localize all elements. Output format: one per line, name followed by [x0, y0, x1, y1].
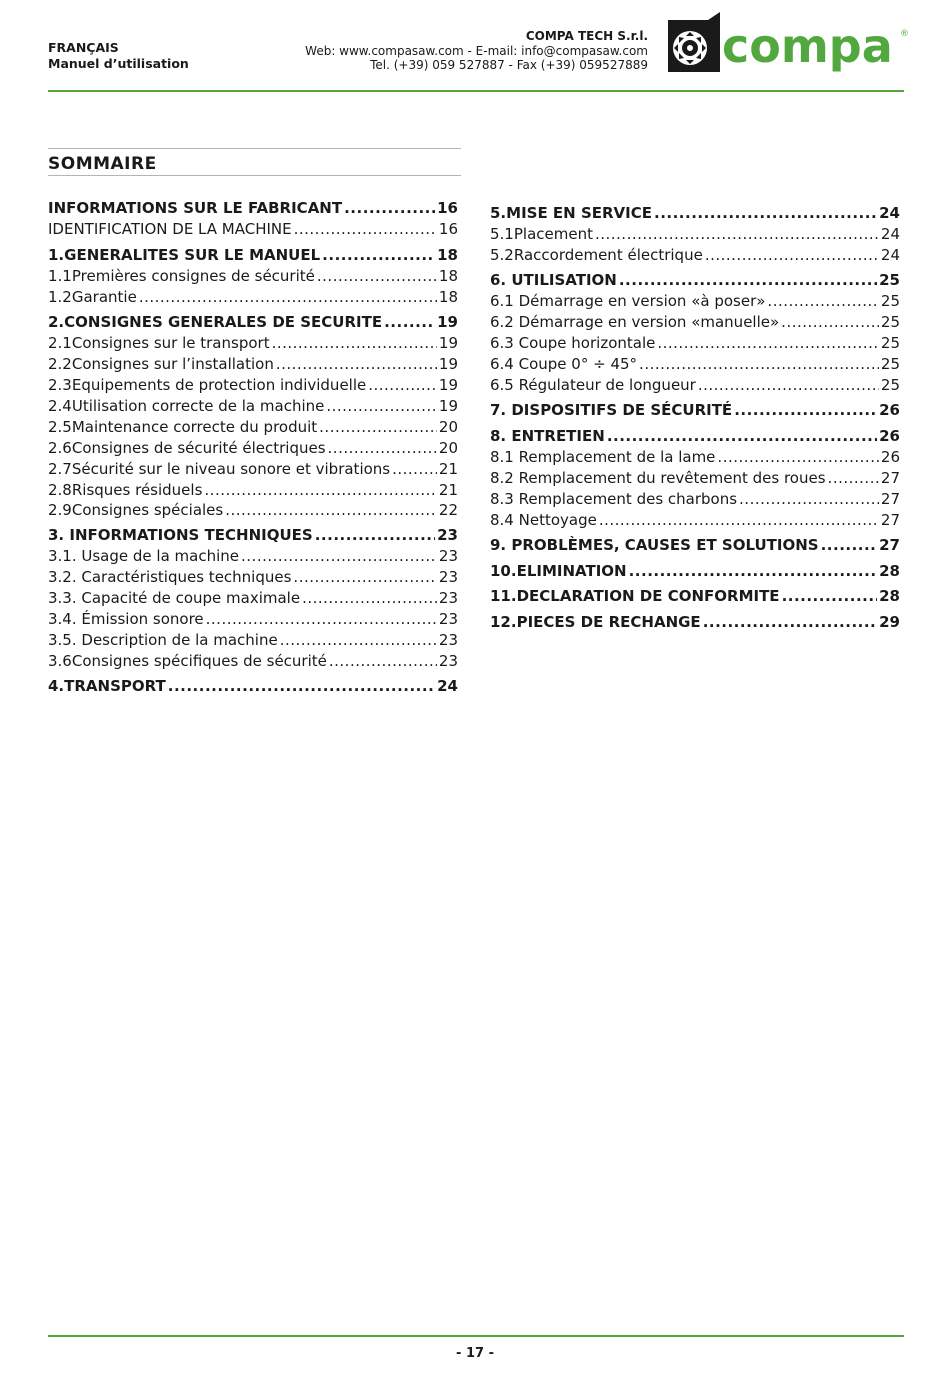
toc-leader-dots: [302, 589, 437, 607]
toc-entry-title: Risques résiduels: [71, 481, 203, 499]
toc-entry-title: CONSIGNES GENERALES DE SECURITE: [64, 313, 383, 331]
toc-entry-title: Consignes spécifiques de sécurité: [71, 652, 327, 670]
toc-entry[interactable]: [490, 246, 900, 266]
toc-leader-dots: [734, 401, 877, 419]
toc-entry-page: 21: [438, 460, 458, 478]
header-divider: [48, 90, 904, 92]
toc-entry[interactable]: [48, 589, 458, 609]
toc-entry-number: 2.8: [48, 481, 72, 499]
toc-leader-dots: [717, 448, 878, 466]
toc-entry-title: 6.5 Régulateur de longueur: [490, 376, 696, 394]
toc-entry-page: 25: [880, 334, 900, 352]
toc-leader-dots: [607, 427, 877, 445]
toc-entry-page: 23: [438, 589, 458, 607]
toc-entry[interactable]: [490, 334, 900, 354]
toc-entry-number: 1.2: [48, 288, 72, 306]
toc-entry[interactable]: [490, 204, 900, 224]
toc-leader-dots: [392, 460, 437, 478]
toc-entry[interactable]: [490, 271, 900, 291]
toc-entry-title: 3.1. Usage de la machine: [48, 547, 240, 565]
toc-entry-number: 12.: [490, 613, 517, 631]
toc-entry[interactable]: [490, 225, 900, 245]
toc-entry-page: 28: [879, 587, 900, 605]
toc-entry-page: 24: [880, 246, 900, 264]
toc-entry-title: 6. UTILISATION: [490, 271, 617, 289]
toc-leader-dots: [293, 568, 436, 586]
toc-leader-dots: [828, 469, 879, 487]
toc-entry[interactable]: [48, 199, 458, 219]
toc-entry-title: 8.1 Remplacement de la lame: [490, 448, 716, 466]
toc-entry-title: 6.3 Coupe horizontale: [490, 334, 656, 352]
toc-entry-page: 16: [437, 199, 458, 217]
toc-entry-page: 23: [438, 568, 458, 586]
toc-entry-title: Raccordement électrique: [513, 246, 703, 264]
company-phone-fax: Tel. (+39) 059 527887 - Fax (+39) 059527889: [370, 58, 648, 72]
toc-entry[interactable]: [48, 439, 458, 459]
toc-leader-dots: [322, 246, 435, 264]
toc-entry-number: 2.7: [48, 460, 72, 478]
toc-leader-dots: [344, 199, 435, 217]
toc-entry[interactable]: [490, 448, 900, 468]
toc-entry-title: 7. DISPOSITIFS DE SÉCURITÉ: [490, 401, 733, 419]
toc-leader-dots: [139, 288, 437, 306]
toc-entry-title: Consignes sur l’installation: [71, 355, 274, 373]
toc-entry-number: 2.4: [48, 397, 72, 415]
toc-entry[interactable]: [48, 501, 458, 521]
toc-entry-number: 10.: [490, 562, 517, 580]
toc-entry[interactable]: [490, 562, 900, 582]
toc-entry-page: 23: [438, 631, 458, 649]
toc-entry-number: 3.6: [48, 652, 72, 670]
toc-leader-dots: [328, 439, 437, 457]
toc-entry-page: 20: [438, 418, 458, 436]
toc-entry[interactable]: [490, 401, 900, 421]
toc-entry-title: Placement: [513, 225, 593, 243]
toc-entry[interactable]: [490, 469, 900, 489]
toc-entry-number: 5.1: [490, 225, 514, 243]
toc-entry-page: 23: [438, 547, 458, 565]
page-number: - 17 -: [456, 1346, 494, 1361]
toc-entry[interactable]: [48, 220, 458, 240]
toc-entry-title: Utilisation correcte de la machine: [71, 397, 325, 415]
toc-entry-page: 16: [438, 220, 458, 238]
toc-entry[interactable]: [48, 526, 458, 546]
toc-leader-dots: [241, 547, 437, 565]
toc-leader-dots: [782, 587, 878, 605]
toc-leader-dots: [703, 613, 877, 631]
toc-entry-page: 25: [880, 292, 900, 310]
toc-leader-dots: [639, 355, 879, 373]
header-left: [48, 40, 189, 72]
toc-entry-title: DECLARATION DE CONFORMITE: [516, 587, 780, 605]
toc-entry-page: 18: [438, 288, 458, 306]
toc-entry-page: 27: [880, 490, 900, 508]
toc-leader-dots: [821, 536, 878, 554]
toc-entry-page: 24: [880, 225, 900, 243]
toc-entry[interactable]: [490, 427, 900, 447]
toc-entry-page: 25: [880, 376, 900, 394]
toc-leader-dots: [705, 246, 879, 264]
toc-entry-page: 23: [438, 610, 458, 628]
toc-entry[interactable]: [48, 677, 458, 697]
toc-entry-title: Consignes de sécurité électriques: [71, 439, 326, 457]
toc-leader-dots: [698, 376, 879, 394]
toc-entry-page: 27: [879, 536, 900, 554]
toc-entry-title: MISE EN SERVICE: [506, 204, 652, 222]
toc-entry[interactable]: [48, 313, 458, 333]
toc-entry-page: 21: [438, 481, 458, 499]
toc-entry-page: 22: [438, 501, 458, 519]
toc-entry[interactable]: [48, 631, 458, 651]
toc-entry-title: ELIMINATION: [516, 562, 627, 580]
toc-entry-page: 19: [437, 313, 458, 331]
toc-entry-number: 5.: [490, 204, 507, 222]
toc-entry-title: 6.1 Démarrage en version «à poser»: [490, 292, 766, 310]
toc-entry-page: 25: [880, 313, 900, 331]
toc-entry[interactable]: [48, 288, 458, 308]
toc-entry-title: TRANSPORT: [64, 677, 166, 695]
toc-entry[interactable]: [48, 246, 458, 266]
toc-entry-title: Maintenance correcte du produit: [71, 418, 318, 436]
toc-entry-page: 25: [880, 355, 900, 373]
toc-entry-title: 6.2 Démarrage en version «manuelle»: [490, 313, 780, 331]
toc-entry[interactable]: [48, 481, 458, 501]
toc-entry-title: 3.4. Émission sonore: [48, 610, 204, 628]
toc-entry-page: 26: [879, 427, 900, 445]
toc-entry[interactable]: [48, 460, 458, 480]
toc-entry-page: 23: [437, 526, 458, 544]
toc-entry-page: 27: [880, 469, 900, 487]
toc-leader-dots: [276, 355, 437, 373]
toc-leader-dots: [315, 526, 435, 544]
toc-entry-title: INFORMATIONS SUR LE FABRICANT: [48, 199, 343, 217]
toc-entry[interactable]: [48, 610, 458, 630]
toc-entry-page: 26: [880, 448, 900, 466]
toc-entry[interactable]: [48, 397, 458, 417]
toc-entry-title: 3. INFORMATIONS TECHNIQUES: [48, 526, 313, 544]
company-name: COMPA TECH S.r.l.: [525, 29, 648, 43]
toc-leader-dots: [629, 562, 878, 580]
toc-entry-page: 19: [438, 334, 458, 352]
toc-entry-page: 18: [437, 246, 458, 264]
toc-leader-dots: [384, 313, 435, 331]
toc-entry-number: 2.1: [48, 334, 72, 352]
toc-entry-title: Consignes spéciales: [71, 501, 224, 519]
toc-entry[interactable]: [48, 267, 458, 287]
compa-logo: [668, 12, 912, 76]
toc-leader-dots: [657, 334, 879, 352]
toc-entry[interactable]: [490, 490, 900, 510]
toc-entry-title: IDENTIFICATION DE LA MACHINE: [48, 220, 292, 238]
toc-entry-page: 18: [438, 267, 458, 285]
toc-leader-dots: [329, 652, 437, 670]
toc-entry-number: 2.5: [48, 418, 72, 436]
toc-entry-title: 8.2 Remplacement du revêtement des roues: [490, 469, 826, 487]
toc-leader-dots: [204, 481, 437, 499]
toc-leader-dots: [781, 313, 879, 331]
toc-entry-page: 19: [438, 355, 458, 373]
toc-entry-title: GENERALITES SUR LE MANUEL: [64, 246, 321, 264]
toc-entry[interactable]: [490, 613, 900, 633]
toc-leader-dots: [595, 225, 879, 243]
toc-entry[interactable]: [48, 355, 458, 375]
toc-entry[interactable]: [490, 313, 900, 333]
toc-leader-dots: [294, 220, 437, 238]
toc-entry-page: 28: [879, 562, 900, 580]
toc-entry[interactable]: [48, 418, 458, 438]
toc-entry-title: Premières consignes de sécurité: [71, 267, 315, 285]
toc-leader-dots: [168, 677, 435, 695]
toc-entry-title: 8.3 Remplacement des charbons: [490, 490, 738, 508]
toc-entry-page: 24: [879, 204, 900, 222]
company-info: [305, 29, 648, 73]
toc-entry-number: 1.1: [48, 267, 72, 285]
toc-entry-page: 27: [880, 511, 900, 529]
toc-entry[interactable]: [490, 511, 900, 531]
toc-entry-title: Equipements de protection individuelle: [71, 376, 367, 394]
toc-entry-number: 2.3: [48, 376, 72, 394]
toc-entry[interactable]: [490, 355, 900, 375]
toc-entry-title: Garantie: [71, 288, 137, 306]
toc-leader-dots: [319, 418, 437, 436]
company-web-email: Web: www.compasaw.com - E-mail: info@compasaw.com: [305, 43, 648, 58]
toc-entry-title: PIECES DE RECHANGE: [516, 613, 701, 631]
language-label: FRANÇAIS: [48, 40, 119, 55]
toc-leader-dots: [654, 204, 877, 222]
toc-entry[interactable]: [48, 568, 458, 588]
toc-entry-title: 3.3. Capacité de coupe maximale: [48, 589, 301, 607]
toc-leader-dots: [599, 511, 879, 529]
toc-entry-page: 26: [879, 401, 900, 419]
toc-entry-number: 4.: [48, 677, 65, 695]
toc-title: SOMMAIRE: [48, 154, 157, 174]
toc-entry[interactable]: [48, 652, 458, 672]
registered-mark: ®: [900, 29, 909, 39]
toc-entry[interactable]: [48, 334, 458, 354]
footer-divider: [48, 1335, 904, 1337]
toc-entry-number: 2.2: [48, 355, 72, 373]
toc-entry-page: 19: [438, 376, 458, 394]
toc-entry-page: 25: [879, 271, 900, 289]
toc-entry-page: 19: [438, 397, 458, 415]
toc-title-box: [48, 148, 461, 176]
toc-leader-dots: [317, 267, 437, 285]
toc-entry[interactable]: [48, 547, 458, 567]
toc-entry-number: 2.6: [48, 439, 72, 457]
toc-leader-dots: [326, 397, 437, 415]
toc-entry[interactable]: [490, 536, 900, 556]
toc-entry[interactable]: [490, 376, 900, 396]
toc-entry-number: 2.: [48, 313, 65, 331]
toc-entry-title: 3.2. Caractéristiques techniques: [48, 568, 292, 586]
toc-entry-title: Sécurité sur le niveau sonore et vibrations: [71, 460, 391, 478]
saw-blade-icon: [668, 12, 720, 72]
manual-label: Manuel d’utilisation: [48, 56, 189, 71]
toc-leader-dots: [368, 376, 437, 394]
toc-leader-dots: [739, 490, 879, 508]
toc-entry-page: 23: [438, 652, 458, 670]
toc-entry-title: 8.4 Nettoyage: [490, 511, 597, 529]
toc-entry[interactable]: [490, 587, 900, 607]
toc-entry-number: 5.2: [490, 246, 514, 264]
toc-entry-number: 2.9: [48, 501, 72, 519]
toc-entry[interactable]: [490, 292, 900, 312]
toc-entry-page: 29: [879, 613, 900, 631]
toc-entry-title: 3.5. Description de la machine: [48, 631, 278, 649]
toc-entry[interactable]: [48, 376, 458, 396]
toc-entry-number: 1.: [48, 246, 65, 264]
toc-leader-dots: [272, 334, 437, 352]
toc-leader-dots: [767, 292, 878, 310]
toc-entry-title: 8. ENTRETIEN: [490, 427, 605, 445]
toc-entry-title: Consignes sur le transport: [71, 334, 270, 352]
logo-wordmark: compa: [722, 19, 893, 73]
toc-leader-dots: [225, 501, 437, 519]
toc-leader-dots: [206, 610, 437, 628]
toc-entry-title: 6.4 Coupe 0° ÷ 45°: [490, 355, 638, 373]
toc-leader-dots: [280, 631, 437, 649]
toc-entry-title: 9. PROBLÈMES, CAUSES ET SOLUTIONS: [490, 536, 819, 554]
toc-leader-dots: [619, 271, 877, 289]
toc-entry-page: 24: [437, 677, 458, 695]
toc-entry-number: 11.: [490, 587, 517, 605]
toc-entry-page: 20: [438, 439, 458, 457]
